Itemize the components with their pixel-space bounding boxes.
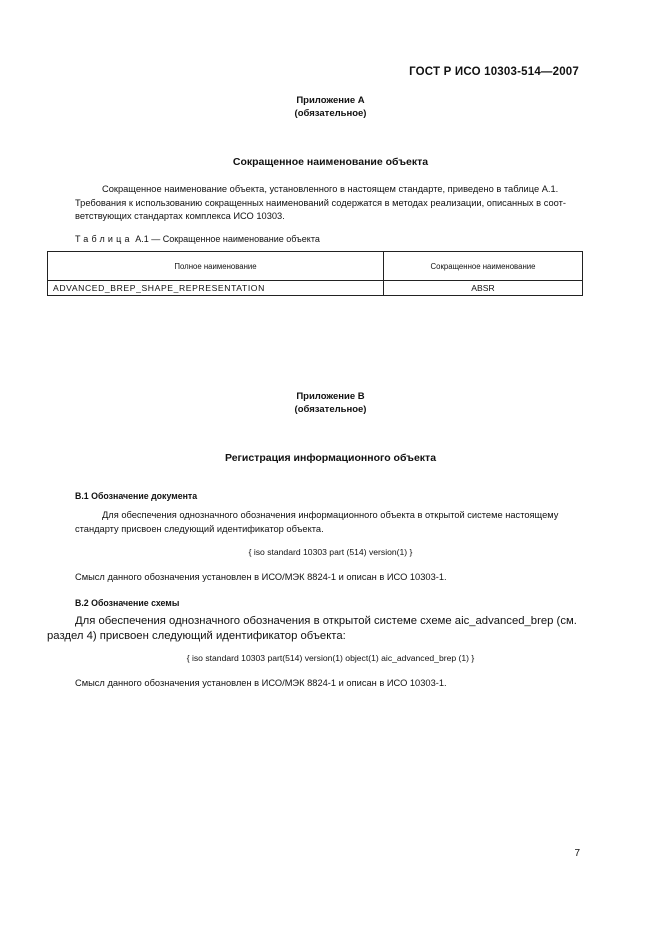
b1-note: Смысл данного обозначения установлен в ИСО/МЭК 8824-1 и описан в ИСО 10303-1. [75,572,447,582]
annex-a-para-line-2: Требования к использованию сокращенных наименований содержатся в методах реализации, описанных в соот- [75,197,566,208]
annex-a-title: Приложение А [296,95,365,106]
b2-formula: { iso standard 10303 part(514) version(1) object(1) aic_advanced_brep (1) } [186,653,475,663]
table-caption-prefix: Таблица [75,234,133,244]
table-header-full-name: Полное наименование [48,252,384,281]
annex-a-para-line-3: ветствующих стандартах комплекса ИСО 10303. [75,211,285,222]
annex-a-heading: Сокращенное наименование объекта [232,156,429,168]
annex-a-para-line-1: Сокращенное наименование объекта, установленного в настоящем стандарте, приведено в таблице А.1. [102,184,559,194]
annex-b-heading: Регистрация информационного объекта [224,452,437,464]
annex-b-title: Приложение В [296,391,365,402]
b1-para-line-2: стандарту присвоен следующий идентификатор объекта. [75,523,324,534]
annex-a-status: (обязательное) [294,108,367,119]
table-cell-full-name: ADVANCED_BREP_SHAPE_REPRESENTATION [48,281,384,296]
table-cell-short-name: ABSR [384,281,583,296]
abbreviation-table [47,251,583,296]
table-header-short-name: Сокращенное наименование [384,252,583,281]
b2-heading: В.2 Обозначение схемы [75,598,180,608]
annex-b-status: (обязательное) [294,404,367,415]
b2-paragraph [47,614,581,644]
b1-heading: В.1 Обозначение документа [75,491,198,501]
annex-a-paragraph [75,183,581,224]
document-code: ГОСТ Р ИСО 10303-514—2007 [409,66,579,78]
table-row [48,281,583,296]
table-caption [75,234,320,244]
b2-para-line-1: Для обеспечения однозначного обозначения в открытой системе схеме aic_advanced_brep (см. [75,615,577,627]
b1-para-line-1: Для обеспечения однозначного обозначения информационного объекта в открытой системе настоящему [102,510,559,520]
b2-para-line-2: раздел 4) присвоен следующий идентификатор объекта: [47,630,346,642]
b1-paragraph [75,509,581,536]
b1-formula: { iso standard 10303 part (514) version(1) } [248,547,413,557]
table-caption-text: А.1 — Сокращенное наименование объекта [132,234,320,244]
page-number: 7 [574,848,580,859]
b2-note: Смысл данного обозначения установлен в ИСО/МЭК 8824-1 и описан в ИСО 10303-1. [75,678,447,688]
table-header-row [48,252,583,281]
